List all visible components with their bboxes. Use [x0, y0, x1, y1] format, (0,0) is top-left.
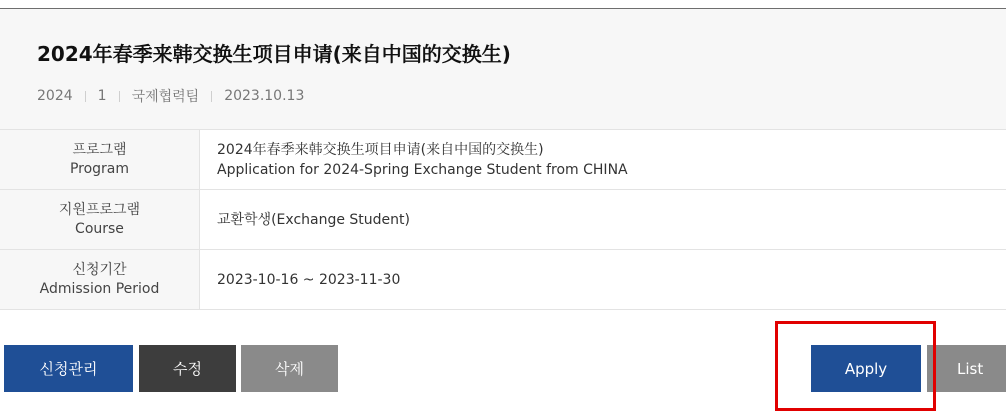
- manage-applications-button[interactable]: 신청관리: [4, 345, 133, 392]
- delete-button[interactable]: 삭제: [241, 345, 338, 392]
- program-name-chinese: 2024年春季来韩交换生项目申请(来自中国的交换生): [217, 140, 1006, 160]
- table-row-admission-period: [0, 250, 1006, 310]
- label-korean: 신청기간: [0, 261, 199, 280]
- label-korean: 지원프로그램: [0, 201, 199, 220]
- row-value: 교환학생(Exchange Student): [200, 190, 1006, 250]
- row-value: 2023-10-16 ~ 2023-11-30: [200, 250, 1006, 310]
- table-row-program: [0, 130, 1006, 190]
- meta-number: 1: [98, 88, 107, 104]
- post-header: [0, 9, 1006, 129]
- list-button[interactable]: List: [927, 345, 1006, 392]
- label-english: Course: [0, 220, 199, 239]
- meta-separator: [85, 91, 86, 102]
- row-label: [0, 190, 200, 250]
- apply-button[interactable]: Apply: [811, 345, 921, 392]
- page-title: 2024年春季来韩交换生项目申请(来自中国的交换生): [37, 38, 511, 67]
- table-row-course: [0, 190, 1006, 250]
- label-english: Admission Period: [0, 280, 199, 299]
- label-korean: 프로그램: [0, 141, 199, 160]
- program-name-english: Application for 2024-Spring Exchange Student from CHINA: [217, 160, 1006, 180]
- meta-separator: [211, 91, 212, 102]
- post-meta: [37, 86, 304, 106]
- row-label: [0, 130, 200, 190]
- meta-department: 국제협력팀: [132, 86, 200, 106]
- row-label: [0, 250, 200, 310]
- meta-year: 2024: [37, 88, 73, 104]
- row-value: [200, 130, 1006, 190]
- meta-separator: [119, 91, 120, 102]
- meta-date: 2023.10.13: [224, 88, 304, 104]
- program-info-table: [0, 129, 1006, 310]
- edit-button[interactable]: 수정: [139, 345, 236, 392]
- label-english: Program: [0, 160, 199, 179]
